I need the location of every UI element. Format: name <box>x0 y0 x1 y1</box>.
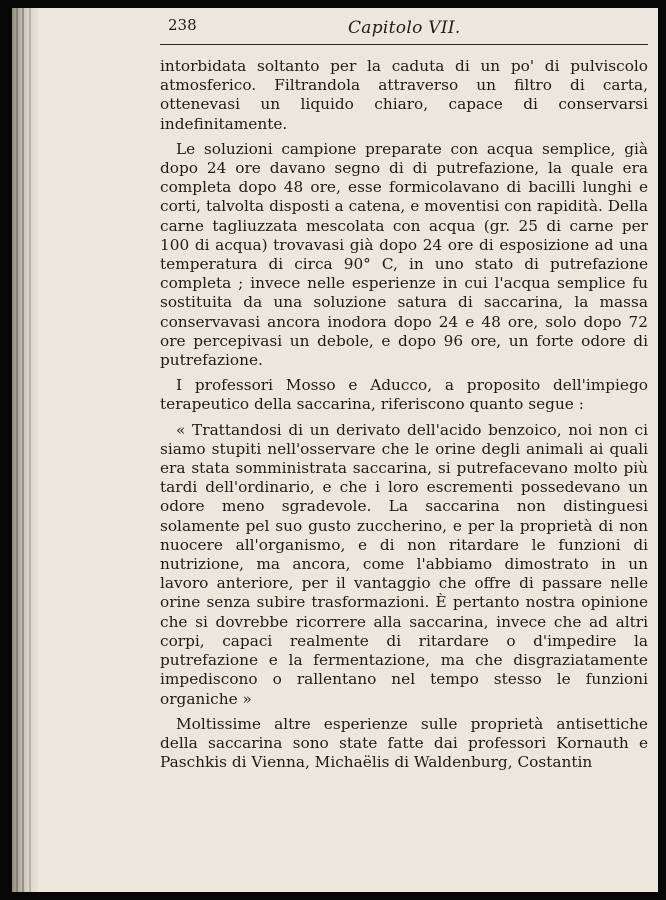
running-head: Capitolo VII. <box>348 18 461 38</box>
book-page <box>12 8 658 892</box>
page-content <box>160 12 648 772</box>
gutter-edge-line <box>29 8 31 892</box>
gutter-edge-line <box>16 8 18 892</box>
paragraph: I professori Mosso e Aducco, a proposito dell'impiego terapeutico della saccarina, riferiscono quanto segue : <box>160 376 648 414</box>
paragraph: Moltissime altre esperienze sulle proprietà antisettiche della saccarina sono state fatte dai professori Kornauth e Paschkis di Vienna, Michaëlis di Waldenburg, Costantin <box>160 714 648 772</box>
paragraph: Le soluzioni campione preparate con acqua semplice, già dopo 24 ore davano segno di di putrefazione, la quale era completa dopo 48 ore, esse formicolavano di bacilli lunghi e corti, talvolta disposti a catena, e moventisi con rapidità. Della carne tagliuzzata mescolata con acqua (gr. 25 di carne per 100 di acqua) trovavasi già dopo 24 ore di esposizione ad una temperatura di circa 90° C, in uno stato di putrefazione completa ; invece nelle esperienze in cui l'acqua semplice fu sostituita da una soluzione satura di saccarina, la massa conservavasi ancora inodora dopo 24 e 48 ore, solo dopo 72 ore percepivasi un debole, e dopo 96 ore, un forte odore di putrefazione. <box>160 139 648 370</box>
paragraph: intorbidata soltanto per la caduta di un po' di pulviscolo atmosferico. Filtrandola attraverso un filtro di carta, ottenevasi un liquido chiaro, capace di conservarsi indefinitamente. <box>160 57 648 133</box>
page-number: 238 <box>168 16 197 34</box>
book-gutter <box>12 8 38 892</box>
body-text <box>160 57 648 772</box>
gutter-edge-line <box>22 8 24 892</box>
quotation-paragraph: « Trattandosi di un derivato dell'acido benzoico, noi non ci siamo stupiti nell'osservare che le orine degli animali ai quali era stata somministrata saccarina, si putrefacevano molto più tardi dell'ordinario, e che i loro escrementi possedevano un odore meno sgradevole. La saccarina non distinguesi solamente pel suo gusto zuccherino, e per la proprietà di non nuocere all'organismo, e di non ritardare le funzioni di nutrizione, ma ancora, come l'abbiamo dimostrato in un lavoro anteriore, per il vantaggio che offre di passare nelle orine senza subire trasformazioni. È pertanto nostra opinione che si dovrebbe ricorrere alla saccarina, invece che ad altri corpi, capaci realmente di ritardare o d'impedire la putrefazione e la fermentazione, ma che disgraziatamente impediscono o rallentano nel tempo stesso le funzioni organiche » <box>160 420 648 708</box>
page-header <box>160 12 648 45</box>
